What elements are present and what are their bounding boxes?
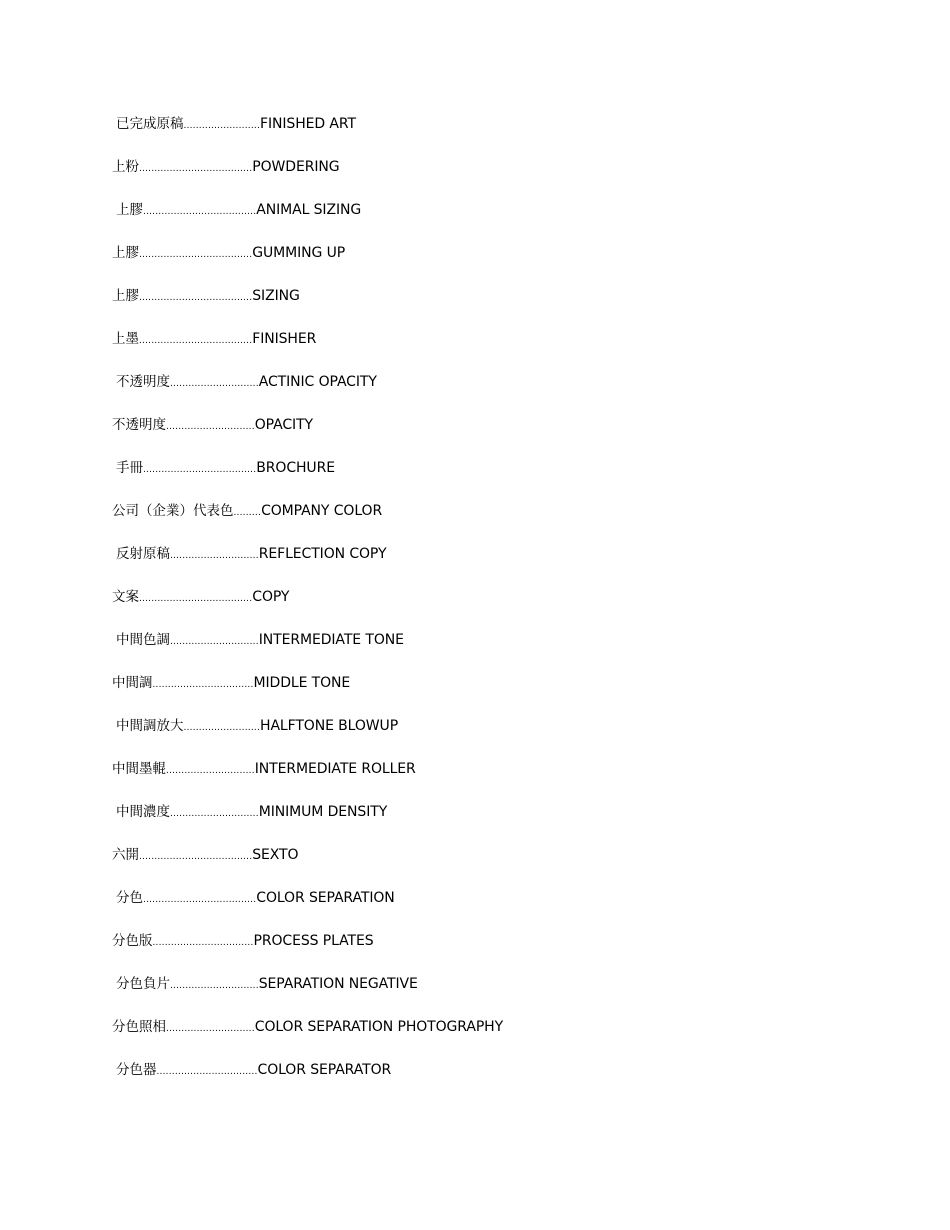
glossary-entry [112,888,812,931]
leader-dots: ............................. [170,551,259,561]
term-english: OPACITY [254,417,313,433]
term-chinese: 分色負片 [116,976,170,992]
glossary-list [112,114,812,1103]
term-chinese: 已完成原稿 [116,116,184,132]
term-chinese: 上膠 [112,245,139,261]
term-chinese: 上膠 [112,288,139,304]
glossary-entry [112,630,812,673]
glossary-entry [112,1060,812,1103]
term-english: INTERMEDIATE ROLLER [254,761,416,777]
term-chinese: 文案 [112,589,139,605]
glossary-entry [112,759,812,802]
term-english: MINIMUM DENSITY [258,804,388,820]
glossary-entry [112,845,812,888]
term-english: GUMMING UP [252,245,346,261]
term-english: SIZING [252,288,300,304]
glossary-entry [112,114,812,157]
leader-dots: ......... [233,508,262,518]
term-english: COPY [252,589,290,605]
term-chinese: 中間調放大 [116,718,184,734]
term-english: SEXTO [252,847,299,863]
leader-dots: ............................. [170,379,259,389]
term-chinese: 不透明度 [112,417,166,433]
term-english: FINISHED ART [260,116,356,132]
glossary-entry [112,587,812,630]
glossary-entry [112,243,812,286]
glossary-entry [112,458,812,501]
leader-dots: ................................. [152,680,254,690]
leader-dots: ..................................... [139,250,253,260]
leader-dots: ..................................... [139,293,253,303]
leader-dots: ..................................... [143,895,257,905]
term-english: FINISHER [252,331,317,347]
glossary-entry [112,157,812,200]
leader-dots: ..................................... [143,465,257,475]
leader-dots: ..................................... [139,594,253,604]
term-chinese: 上墨 [112,331,139,347]
leader-dots: ..................................... [143,207,257,217]
term-english: INTERMEDIATE TONE [258,632,404,648]
glossary-entry [112,673,812,716]
term-english: BROCHURE [256,460,335,476]
leader-dots: ............................. [170,637,259,647]
leader-dots: ............................. [166,766,255,776]
term-english: ANIMAL SIZING [256,202,362,218]
leader-dots: ................................. [156,1067,258,1077]
leader-dots: ......................... [183,121,261,131]
glossary-entry [112,200,812,243]
term-chinese: 分色版 [112,933,153,949]
glossary-entry [112,329,812,372]
term-chinese: 中間墨輥 [112,761,166,777]
leader-dots: ..................................... [139,336,253,346]
term-english: PROCESS PLATES [253,933,374,949]
term-chinese: 中間色調 [116,632,170,648]
glossary-entry [112,544,812,587]
term-chinese: 不透明度 [116,374,170,390]
leader-dots: ......................... [183,723,261,733]
term-english: ACTINIC OPACITY [258,374,377,390]
term-chinese: 公司（企業）代表色 [112,503,234,519]
term-chinese: 手冊 [116,460,143,476]
glossary-entry [112,286,812,329]
term-english: MIDDLE TONE [253,675,351,691]
term-english: POWDERING [252,159,340,175]
glossary-entry [112,802,812,845]
term-chinese: 分色器 [116,1062,157,1078]
term-chinese: 上粉 [112,159,139,175]
glossary-entry [112,372,812,415]
glossary-entry [112,931,812,974]
leader-dots: ............................. [170,809,259,819]
term-chinese: 中間調 [112,675,153,691]
leader-dots: ..................................... [139,164,253,174]
term-chinese: 中間濃度 [116,804,170,820]
leader-dots: ............................. [170,981,259,991]
term-english: COLOR SEPARATION [256,890,395,906]
term-chinese: 分色 [116,890,143,906]
term-chinese: 反射原稿 [116,546,170,562]
glossary-entry [112,1017,812,1060]
leader-dots: ..................................... [139,852,253,862]
leader-dots: ................................. [152,938,254,948]
term-english: COMPANY COLOR [261,503,383,519]
term-chinese: 六開 [112,847,139,863]
glossary-entry [112,501,812,544]
glossary-entry [112,415,812,458]
term-chinese: 上膠 [116,202,143,218]
leader-dots: ............................. [166,422,255,432]
term-english: SEPARATION NEGATIVE [258,976,418,992]
term-english: HALFTONE BLOWUP [260,718,399,734]
term-english: COLOR SEPARATOR [257,1062,392,1078]
term-english: REFLECTION COPY [258,546,387,562]
term-english: COLOR SEPARATION PHOTOGRAPHY [254,1019,504,1035]
glossary-entry [112,974,812,1017]
glossary-entry [112,716,812,759]
term-chinese: 分色照相 [112,1019,166,1035]
leader-dots: ............................. [166,1024,255,1034]
